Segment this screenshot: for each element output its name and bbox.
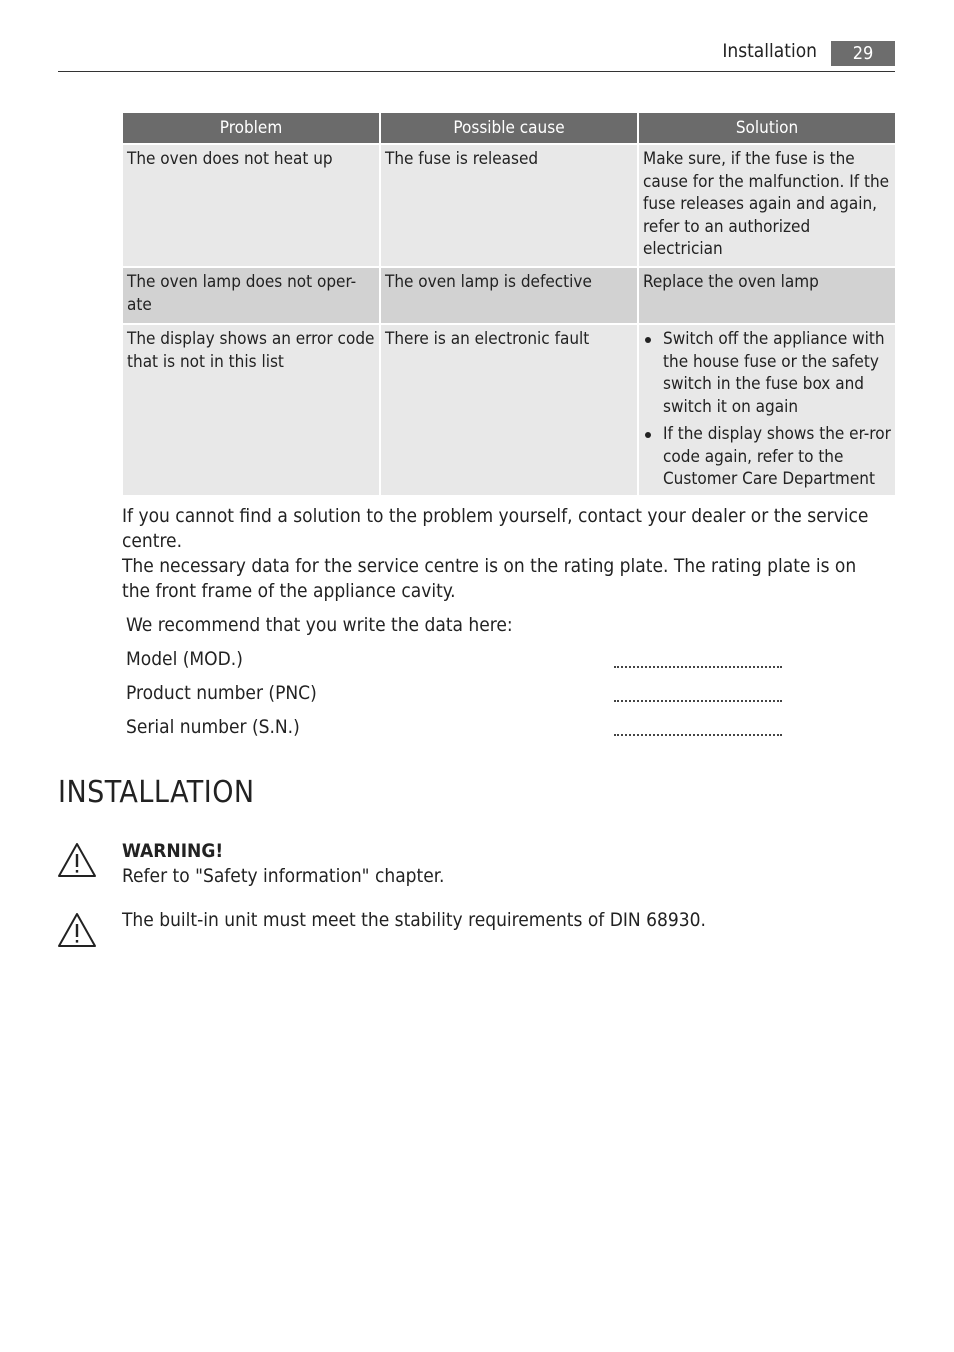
solution-cell: Make sure, if the fuse is the cause for the malfunction. If the fuse releases again and again, refer to an authorized electrician: [639, 145, 895, 266]
section-title: INSTALLATION: [58, 775, 255, 810]
page-header: [58, 38, 895, 72]
page-number: 29: [831, 41, 895, 66]
solution-list-item: [643, 423, 891, 491]
field-blank-pnc: [614, 700, 782, 702]
field-blank-serial: [614, 734, 782, 736]
column-header-problem: Problem: [123, 113, 379, 143]
solution-cell: Replace the oven lamp: [639, 268, 895, 323]
warning-triangle-icon: [57, 842, 97, 878]
troubleshooting-table: [121, 111, 897, 497]
service-paragraph-1: If you cannot find a solution to the problem yourself, contact your dealer or the service centre.: [122, 505, 869, 552]
cause-cell: The oven lamp is defective: [381, 268, 637, 323]
field-label-model: Model (MOD.): [126, 648, 243, 670]
problem-cell: The oven does not heat up: [123, 145, 379, 266]
cause-cell: There is an electronic fault: [381, 325, 637, 495]
problem-cell: The oven lamp does not oper-ate: [123, 268, 379, 323]
warning-text: Refer to "Safety information" chapter.: [122, 865, 445, 887]
column-header-solution: Solution: [639, 113, 895, 143]
field-label-pnc: Product number (PNC): [126, 682, 317, 704]
table-row: [123, 145, 895, 266]
bullet-icon: [645, 337, 651, 343]
header-section-title: Installation: [722, 40, 817, 62]
table-row: [123, 325, 895, 495]
service-paragraph-2: The necessary data for the service centre is on the rating plate. The rating plate is on the front frame of the appliance cavity.: [122, 555, 857, 602]
solution-list-item: [643, 328, 891, 418]
field-blank-model: [614, 666, 782, 668]
solution-cell: [639, 325, 895, 495]
table-row: [123, 268, 895, 323]
problem-cell: The display shows an error code that is not in this list: [123, 325, 379, 495]
table-header-row: [123, 113, 895, 143]
column-header-cause: Possible cause: [381, 113, 637, 143]
field-label-serial: Serial number (S.N.): [126, 716, 300, 738]
recommend-text: We recommend that you write the data here:: [126, 614, 513, 636]
warning-title: WARNING!: [122, 840, 224, 862]
solution-list: [643, 328, 891, 491]
warning-triangle-icon: [57, 912, 97, 948]
stability-text: The built-in unit must meet the stability requirements of DIN 68930.: [122, 909, 706, 931]
solution-item-text: Switch off the appliance with the house fuse or the safety switch in the fuse box and switch it on again: [663, 329, 885, 417]
bullet-icon: [645, 432, 651, 438]
solution-item-text: If the display shows the er-ror code again, refer to the Customer Care Department: [663, 424, 891, 489]
cause-cell: The fuse is released: [381, 145, 637, 266]
